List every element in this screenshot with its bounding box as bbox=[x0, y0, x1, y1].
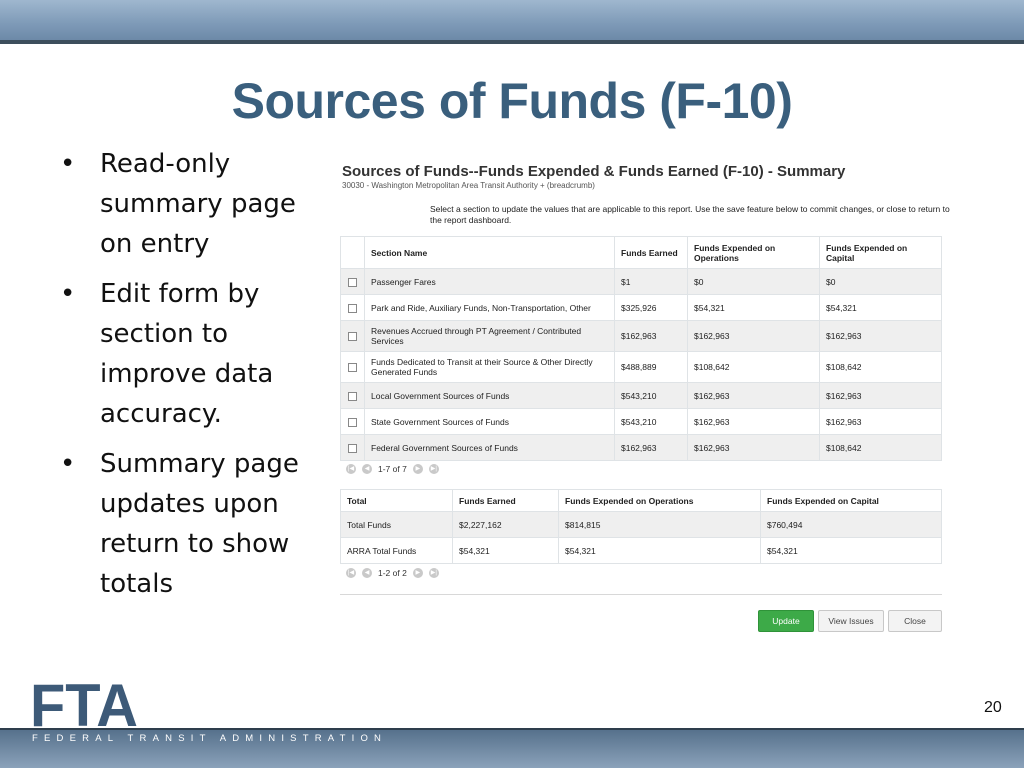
funds-capital-cell: $108,642 bbox=[820, 435, 942, 461]
funds-capital-cell: $54,321 bbox=[761, 538, 942, 564]
column-header-funds-earned[interactable]: Funds Earned bbox=[615, 237, 688, 269]
bullet-icon: • bbox=[60, 279, 76, 309]
section-row[interactable] bbox=[341, 409, 942, 435]
section-name-cell[interactable]: Local Government Sources of Funds bbox=[365, 383, 615, 409]
bullet-text: Edit form by section to improve data accuracy. bbox=[100, 279, 274, 429]
funds-operations-cell: $162,963 bbox=[688, 435, 820, 461]
pager-count: 1-7 of 7 bbox=[378, 464, 407, 474]
funds-operations-cell: $54,321 bbox=[688, 295, 820, 321]
row-select-cell[interactable] bbox=[341, 409, 365, 435]
totals-table bbox=[340, 489, 942, 564]
last-page-icon[interactable]: ▶| bbox=[430, 466, 437, 472]
row-select-cell[interactable] bbox=[341, 269, 365, 295]
row-checkbox[interactable] bbox=[348, 363, 357, 372]
funds-earned-cell: $325,926 bbox=[615, 295, 688, 321]
row-select-cell[interactable] bbox=[341, 295, 365, 321]
row-checkbox[interactable] bbox=[348, 332, 357, 341]
row-select-cell[interactable] bbox=[341, 383, 365, 409]
funds-capital-cell: $162,963 bbox=[820, 321, 942, 352]
funds-operations-cell: $162,963 bbox=[688, 321, 820, 352]
header-rule bbox=[0, 40, 1024, 44]
row-checkbox[interactable] bbox=[348, 278, 357, 287]
bullet-item bbox=[58, 444, 328, 604]
header-band bbox=[0, 0, 1024, 42]
select-column-header bbox=[341, 237, 365, 269]
last-page-icon[interactable]: ▶| bbox=[430, 570, 437, 576]
funds-capital-cell: $0 bbox=[820, 269, 942, 295]
section-name-cell[interactable]: State Government Sources of Funds bbox=[365, 409, 615, 435]
bullet-icon: • bbox=[60, 449, 76, 479]
column-header-funds-capital[interactable]: Funds Expended on Capital bbox=[820, 237, 942, 269]
column-header-funds-operations[interactable]: Funds Expended on Operations bbox=[688, 237, 820, 269]
instructions-text: Select a section to update the values that are applicable to this report. Use the save feature below to commit changes, or close to return to the report dashboard. bbox=[430, 204, 950, 225]
app-screenshot bbox=[340, 158, 950, 638]
funds-operations-cell: $162,963 bbox=[688, 383, 820, 409]
section-row[interactable] bbox=[341, 321, 942, 352]
funds-capital-cell: $108,642 bbox=[820, 352, 942, 383]
bullet-text: Summary page updates upon return to show totals bbox=[100, 449, 299, 599]
section-row[interactable] bbox=[341, 269, 942, 295]
agency-name: FEDERAL TRANSIT ADMINISTRATION bbox=[32, 733, 388, 744]
section-name-cell[interactable]: Funds Dedicated to Transit at their Source & Other Directly Generated Funds bbox=[365, 352, 615, 383]
funds-earned-cell: $1 bbox=[615, 269, 688, 295]
funds-earned-cell: $162,963 bbox=[615, 321, 688, 352]
logo-text: FTA bbox=[30, 676, 138, 730]
breadcrumb[interactable]: 30030 - Washington Metropolitan Area Transit Authority + (breadcrumb) bbox=[342, 181, 595, 190]
section-name-cell[interactable]: Revenues Accrued through PT Agreement / Contributed Services bbox=[365, 321, 615, 352]
totals-row bbox=[341, 538, 942, 564]
next-page-icon[interactable]: ▶ bbox=[413, 464, 423, 474]
funds-operations-cell: $54,321 bbox=[559, 538, 761, 564]
first-page-icon[interactable]: |◀ bbox=[347, 570, 355, 576]
funds-operations-cell: $162,963 bbox=[688, 409, 820, 435]
funds-earned-cell: $162,963 bbox=[615, 435, 688, 461]
funds-earned-cell: $488,889 bbox=[615, 352, 688, 383]
bullet-icon: • bbox=[60, 149, 76, 179]
funds-capital-cell: $760,494 bbox=[761, 512, 942, 538]
sections-body bbox=[341, 269, 942, 461]
funds-capital-cell: $162,963 bbox=[820, 383, 942, 409]
column-header-total[interactable]: Total bbox=[341, 490, 453, 512]
funds-operations-cell: $0 bbox=[688, 269, 820, 295]
sections-header-row bbox=[341, 237, 942, 269]
bullet-item bbox=[58, 144, 328, 264]
slide-title: Sources of Funds (F-10) bbox=[231, 73, 793, 129]
funds-earned-cell: $543,210 bbox=[615, 383, 688, 409]
bullet-item bbox=[58, 274, 328, 434]
column-header-section-name[interactable]: Section Name bbox=[365, 237, 615, 269]
row-checkbox[interactable] bbox=[348, 418, 357, 427]
first-page-icon[interactable]: |◀ bbox=[347, 466, 355, 472]
funds-earned-cell: $543,210 bbox=[615, 409, 688, 435]
row-select-cell[interactable] bbox=[341, 352, 365, 383]
funds-operations-cell: $814,815 bbox=[559, 512, 761, 538]
totals-row bbox=[341, 512, 942, 538]
view-issues-button[interactable]: View Issues bbox=[818, 610, 884, 632]
totals-pager bbox=[346, 568, 439, 578]
row-select-cell[interactable] bbox=[341, 321, 365, 352]
funds-operations-cell: $108,642 bbox=[688, 352, 820, 383]
column-header-funds-operations[interactable]: Funds Expended on Operations bbox=[559, 490, 761, 512]
totals-header-row bbox=[341, 490, 942, 512]
row-select-cell[interactable] bbox=[341, 435, 365, 461]
total-label-cell: Total Funds bbox=[341, 512, 453, 538]
divider bbox=[340, 594, 942, 595]
sections-table bbox=[340, 236, 942, 461]
section-name-cell[interactable]: Park and Ride, Auxiliary Funds, Non-Transportation, Other bbox=[365, 295, 615, 321]
section-name-cell[interactable]: Passenger Fares bbox=[365, 269, 615, 295]
total-label-cell: ARRA Total Funds bbox=[341, 538, 453, 564]
bullet-text: Read-only summary page on entry bbox=[100, 149, 296, 259]
page-number: 20 bbox=[984, 699, 1002, 716]
close-button[interactable]: Close bbox=[888, 610, 942, 632]
row-checkbox[interactable] bbox=[348, 444, 357, 453]
update-button[interactable]: Update bbox=[758, 610, 814, 632]
column-header-funds-earned[interactable]: Funds Earned bbox=[453, 490, 559, 512]
bullet-list bbox=[58, 144, 328, 614]
section-row[interactable] bbox=[341, 352, 942, 383]
prev-page-icon[interactable]: ◀ bbox=[362, 568, 372, 578]
next-page-icon[interactable]: ▶ bbox=[413, 568, 423, 578]
funds-capital-cell: $162,963 bbox=[820, 409, 942, 435]
row-checkbox[interactable] bbox=[348, 304, 357, 313]
funds-earned-cell: $2,227,162 bbox=[453, 512, 559, 538]
section-row[interactable] bbox=[341, 295, 942, 321]
funds-earned-cell: $54,321 bbox=[453, 538, 559, 564]
column-header-funds-capital[interactable]: Funds Expended on Capital bbox=[761, 490, 942, 512]
funds-capital-cell: $54,321 bbox=[820, 295, 942, 321]
prev-page-icon[interactable]: ◀ bbox=[362, 464, 372, 474]
section-row[interactable] bbox=[341, 383, 942, 409]
fta-logo-icon bbox=[30, 676, 140, 730]
section-name-cell[interactable]: Federal Government Sources of Funds bbox=[365, 435, 615, 461]
row-checkbox[interactable] bbox=[348, 392, 357, 401]
section-row[interactable] bbox=[341, 435, 942, 461]
sections-pager bbox=[346, 464, 439, 474]
totals-body bbox=[341, 512, 942, 564]
app-page-title: Sources of Funds--Funds Expended & Funds Earned (F-10) - Summary bbox=[342, 163, 846, 180]
pager-count: 1-2 of 2 bbox=[378, 568, 407, 578]
